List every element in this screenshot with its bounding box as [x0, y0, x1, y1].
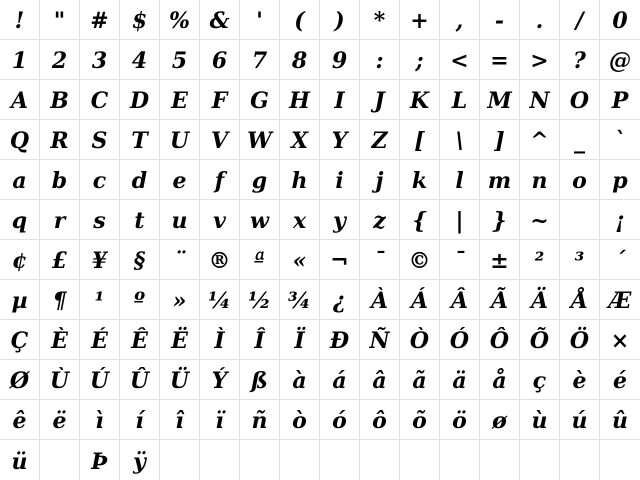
- glyph-cell[interactable]: B: [40, 80, 80, 120]
- glyph-cell[interactable]: í: [120, 400, 160, 440]
- glyph-cell[interactable]: â: [360, 360, 400, 400]
- glyph-cell[interactable]: ñ: [240, 400, 280, 440]
- glyph-cell[interactable]: ù: [520, 400, 560, 440]
- glyph-cell: [360, 440, 400, 480]
- glyph-cell[interactable]: S: [80, 120, 120, 160]
- glyph-cell[interactable]: U: [160, 120, 200, 160]
- glyph-cell[interactable]: c: [80, 160, 120, 200]
- glyph-cell[interactable]: Ä: [520, 280, 560, 320]
- glyph-cell[interactable]: $: [120, 0, 160, 40]
- glyph-cell[interactable]: Ç: [0, 320, 40, 360]
- glyph-cell[interactable]: Ð: [320, 320, 360, 360]
- glyph-cell[interactable]: >: [520, 40, 560, 80]
- glyph-cell[interactable]: X: [280, 120, 320, 160]
- glyph-cell[interactable]: |: [440, 200, 480, 240]
- glyph-cell[interactable]: &: [200, 0, 240, 40]
- glyph-cell[interactable]: a: [0, 160, 40, 200]
- glyph-cell[interactable]: G: [240, 80, 280, 120]
- glyph-cell: [560, 200, 600, 240]
- glyph-cell[interactable]: ó: [320, 400, 360, 440]
- glyph-cell[interactable]: ©: [400, 240, 440, 280]
- glyph-cell[interactable]: P: [600, 80, 640, 120]
- glyph-cell[interactable]: g: [240, 160, 280, 200]
- glyph-cell[interactable]: ³: [560, 240, 600, 280]
- glyph-cell[interactable]: Z: [360, 120, 400, 160]
- glyph-cell[interactable]: A: [0, 80, 40, 120]
- glyph-cell: [40, 440, 80, 480]
- glyph-cell[interactable]: H: [280, 80, 320, 120]
- glyph-cell[interactable]: Ì: [200, 320, 240, 360]
- glyph-cell[interactable]: õ: [400, 400, 440, 440]
- glyph-cell[interactable]: «: [280, 240, 320, 280]
- glyph-cell[interactable]: ø: [480, 400, 520, 440]
- glyph-cell[interactable]: ¼: [200, 280, 240, 320]
- glyph-cell[interactable]: ÿ: [120, 440, 160, 480]
- glyph-cell[interactable]: Ø: [0, 360, 40, 400]
- glyph-cell[interactable]: d: [120, 160, 160, 200]
- glyph-cell[interactable]: ;: [400, 40, 440, 80]
- glyph-cell[interactable]: Å: [560, 280, 600, 320]
- glyph-cell[interactable]: À: [360, 280, 400, 320]
- glyph-cell[interactable]: -: [480, 0, 520, 40]
- glyph-cell[interactable]: `: [600, 120, 640, 160]
- glyph-cell[interactable]: ß: [240, 360, 280, 400]
- glyph-cell[interactable]: ë: [40, 400, 80, 440]
- glyph-cell[interactable]: å: [480, 360, 520, 400]
- glyph-cell[interactable]: O: [560, 80, 600, 120]
- glyph-cell[interactable]: ê: [0, 400, 40, 440]
- glyph-cell[interactable]: ,: [440, 0, 480, 40]
- glyph-cell[interactable]: Ï: [280, 320, 320, 360]
- glyph-cell[interactable]: ª: [240, 240, 280, 280]
- glyph-cell[interactable]: W: [240, 120, 280, 160]
- glyph-cell[interactable]: ú: [560, 400, 600, 440]
- glyph-cell: [320, 440, 360, 480]
- glyph-cell[interactable]: Ó: [440, 320, 480, 360]
- glyph-cell[interactable]: 2: [40, 40, 80, 80]
- glyph-cell[interactable]: @: [600, 40, 640, 80]
- glyph-cell[interactable]: Ý: [200, 360, 240, 400]
- glyph-cell[interactable]: 6: [200, 40, 240, 80]
- glyph-cell[interactable]: Â: [440, 280, 480, 320]
- glyph-cell[interactable]: t: [120, 200, 160, 240]
- glyph-cell[interactable]: b: [40, 160, 80, 200]
- glyph-cell: [400, 440, 440, 480]
- glyph-cell[interactable]: T: [120, 120, 160, 160]
- glyph-cell[interactable]: Ü: [160, 360, 200, 400]
- glyph-cell[interactable]: ¶: [40, 280, 80, 320]
- glyph-cell[interactable]: ç: [520, 360, 560, 400]
- glyph-cell[interactable]: Ò: [400, 320, 440, 360]
- glyph-cell[interactable]: J: [360, 80, 400, 120]
- glyph-cell[interactable]: M: [480, 80, 520, 120]
- glyph-cell[interactable]: ì: [80, 400, 120, 440]
- glyph-cell[interactable]: F: [200, 80, 240, 120]
- glyph-cell[interactable]: \: [440, 120, 480, 160]
- glyph-cell[interactable]: .: [520, 0, 560, 40]
- glyph-cell: [440, 440, 480, 480]
- glyph-cell[interactable]: Æ: [600, 280, 640, 320]
- glyph-cell[interactable]: w: [240, 200, 280, 240]
- glyph-cell[interactable]: û: [600, 400, 640, 440]
- glyph-cell[interactable]: º: [120, 280, 160, 320]
- glyph-cell[interactable]: Y: [320, 120, 360, 160]
- glyph-cell[interactable]: q: [0, 200, 40, 240]
- glyph-cell[interactable]: Ê: [120, 320, 160, 360]
- glyph-cell[interactable]: §: [120, 240, 160, 280]
- glyph-cell[interactable]: Á: [400, 280, 440, 320]
- glyph-cell[interactable]: ': [240, 0, 280, 40]
- glyph-cell[interactable]: á: [320, 360, 360, 400]
- glyph-cell[interactable]: m: [480, 160, 520, 200]
- glyph-cell[interactable]: à: [280, 360, 320, 400]
- glyph-cell[interactable]: C: [80, 80, 120, 120]
- glyph-cell[interactable]: Þ: [80, 440, 120, 480]
- glyph-cell[interactable]: Q: [0, 120, 40, 160]
- glyph-cell[interactable]: 9: [320, 40, 360, 80]
- glyph-cell[interactable]: î: [160, 400, 200, 440]
- glyph-cell[interactable]: 5: [160, 40, 200, 80]
- glyph-cell[interactable]: =: [480, 40, 520, 80]
- glyph-cell[interactable]: K: [400, 80, 440, 120]
- glyph-cell[interactable]: u: [160, 200, 200, 240]
- glyph-cell[interactable]: !: [0, 0, 40, 40]
- glyph-cell[interactable]: ô: [360, 400, 400, 440]
- glyph-cell[interactable]: L: [440, 80, 480, 120]
- glyph-cell: [560, 440, 600, 480]
- glyph-cell[interactable]: N: [520, 80, 560, 120]
- glyph-cell[interactable]: D: [120, 80, 160, 120]
- glyph-cell[interactable]: V: [200, 120, 240, 160]
- glyph-cell[interactable]: È: [40, 320, 80, 360]
- glyph-cell[interactable]: E: [160, 80, 200, 120]
- glyph-cell[interactable]: 0: [600, 0, 640, 40]
- glyph-cell[interactable]: l: [440, 160, 480, 200]
- glyph-cell[interactable]: o: [560, 160, 600, 200]
- glyph-cell[interactable]: 7: [240, 40, 280, 80]
- glyph-cell[interactable]: Ñ: [360, 320, 400, 360]
- glyph-cell[interactable]: ¬: [320, 240, 360, 280]
- glyph-cell[interactable]: ±: [480, 240, 520, 280]
- glyph-cell[interactable]: i: [320, 160, 360, 200]
- glyph-cell[interactable]: Ã: [480, 280, 520, 320]
- glyph-cell[interactable]: ï: [200, 400, 240, 440]
- glyph-cell[interactable]: e: [160, 160, 200, 200]
- glyph-cell[interactable]: ¯: [360, 240, 400, 280]
- glyph-cell[interactable]: n: [520, 160, 560, 200]
- glyph-cell[interactable]: ö: [440, 400, 480, 440]
- glyph-cell[interactable]: ": [40, 0, 80, 40]
- glyph-cell[interactable]: ×: [600, 320, 640, 360]
- glyph-cell[interactable]: ²: [520, 240, 560, 280]
- glyph-cell[interactable]: ¹: [80, 280, 120, 320]
- glyph-cell[interactable]: v: [200, 200, 240, 240]
- glyph-cell[interactable]: ¿: [320, 280, 360, 320]
- glyph-cell[interactable]: è: [560, 360, 600, 400]
- glyph-cell[interactable]: R: [40, 120, 80, 160]
- glyph-cell[interactable]: Ú: [80, 360, 120, 400]
- glyph-cell: [240, 440, 280, 480]
- glyph-cell[interactable]: ): [320, 0, 360, 40]
- glyph-cell[interactable]: {: [400, 200, 440, 240]
- glyph-cell[interactable]: ¥: [80, 240, 120, 280]
- glyph-cell[interactable]: h: [280, 160, 320, 200]
- glyph-cell[interactable]: Õ: [520, 320, 560, 360]
- glyph-cell[interactable]: Ë: [160, 320, 200, 360]
- glyph-cell[interactable]: r: [40, 200, 80, 240]
- glyph-cell[interactable]: 8: [280, 40, 320, 80]
- glyph-cell[interactable]: ¨: [160, 240, 200, 280]
- glyph-cell[interactable]: é: [600, 360, 640, 400]
- glyph-cell[interactable]: /: [560, 0, 600, 40]
- glyph-cell[interactable]: %: [160, 0, 200, 40]
- glyph-cell[interactable]: p: [600, 160, 640, 200]
- glyph-cell[interactable]: »: [160, 280, 200, 320]
- glyph-cell: [160, 440, 200, 480]
- glyph-cell[interactable]: ~: [520, 200, 560, 240]
- glyph-cell[interactable]: ã: [400, 360, 440, 400]
- glyph-cell[interactable]: ¡: [600, 200, 640, 240]
- glyph-cell[interactable]: ^: [520, 120, 560, 160]
- glyph-cell[interactable]: Î: [240, 320, 280, 360]
- glyph-cell: [480, 440, 520, 480]
- glyph-cell[interactable]: Û: [120, 360, 160, 400]
- glyph-cell: [520, 440, 560, 480]
- glyph-cell[interactable]: 4: [120, 40, 160, 80]
- glyph-cell[interactable]: _: [560, 120, 600, 160]
- glyph-cell[interactable]: £: [40, 240, 80, 280]
- glyph-cell[interactable]: ü: [0, 440, 40, 480]
- glyph-cell[interactable]: +: [400, 0, 440, 40]
- glyph-cell[interactable]: 1: [0, 40, 40, 80]
- glyph-cell[interactable]: ½: [240, 280, 280, 320]
- glyph-cell[interactable]: ä: [440, 360, 480, 400]
- glyph-cell[interactable]: ¢: [0, 240, 40, 280]
- glyph-cell[interactable]: f: [200, 160, 240, 200]
- glyph-cell[interactable]: ®: [200, 240, 240, 280]
- glyph-cell[interactable]: ?: [560, 40, 600, 80]
- glyph-cell: [280, 440, 320, 480]
- glyph-cell[interactable]: z: [360, 200, 400, 240]
- glyph-cell[interactable]: :: [360, 40, 400, 80]
- glyph-cell[interactable]: j: [360, 160, 400, 200]
- glyph-cell[interactable]: s: [80, 200, 120, 240]
- glyph-cell[interactable]: (: [280, 0, 320, 40]
- glyph-cell[interactable]: É: [80, 320, 120, 360]
- glyph-cell[interactable]: ]: [480, 120, 520, 160]
- glyph-cell[interactable]: k: [400, 160, 440, 200]
- glyph-cell[interactable]: ˉ: [440, 240, 480, 280]
- glyph-cell[interactable]: ´: [600, 240, 640, 280]
- glyph-cell[interactable]: y: [320, 200, 360, 240]
- glyph-cell[interactable]: 3: [80, 40, 120, 80]
- glyph-cell[interactable]: <: [440, 40, 480, 80]
- glyph-cell[interactable]: [: [400, 120, 440, 160]
- glyph-cell[interactable]: }: [480, 200, 520, 240]
- glyph-cell[interactable]: µ: [0, 280, 40, 320]
- glyph-cell[interactable]: ¾: [280, 280, 320, 320]
- glyph-cell: [200, 440, 240, 480]
- glyph-cell[interactable]: Ö: [560, 320, 600, 360]
- glyph-cell[interactable]: Ù: [40, 360, 80, 400]
- glyph-cell[interactable]: ò: [280, 400, 320, 440]
- glyph-cell[interactable]: I: [320, 80, 360, 120]
- glyph-cell[interactable]: x: [280, 200, 320, 240]
- glyph-cell[interactable]: #: [80, 0, 120, 40]
- glyph-cell: [600, 440, 640, 480]
- glyph-cell[interactable]: *: [360, 0, 400, 40]
- glyph-cell[interactable]: Ô: [480, 320, 520, 360]
